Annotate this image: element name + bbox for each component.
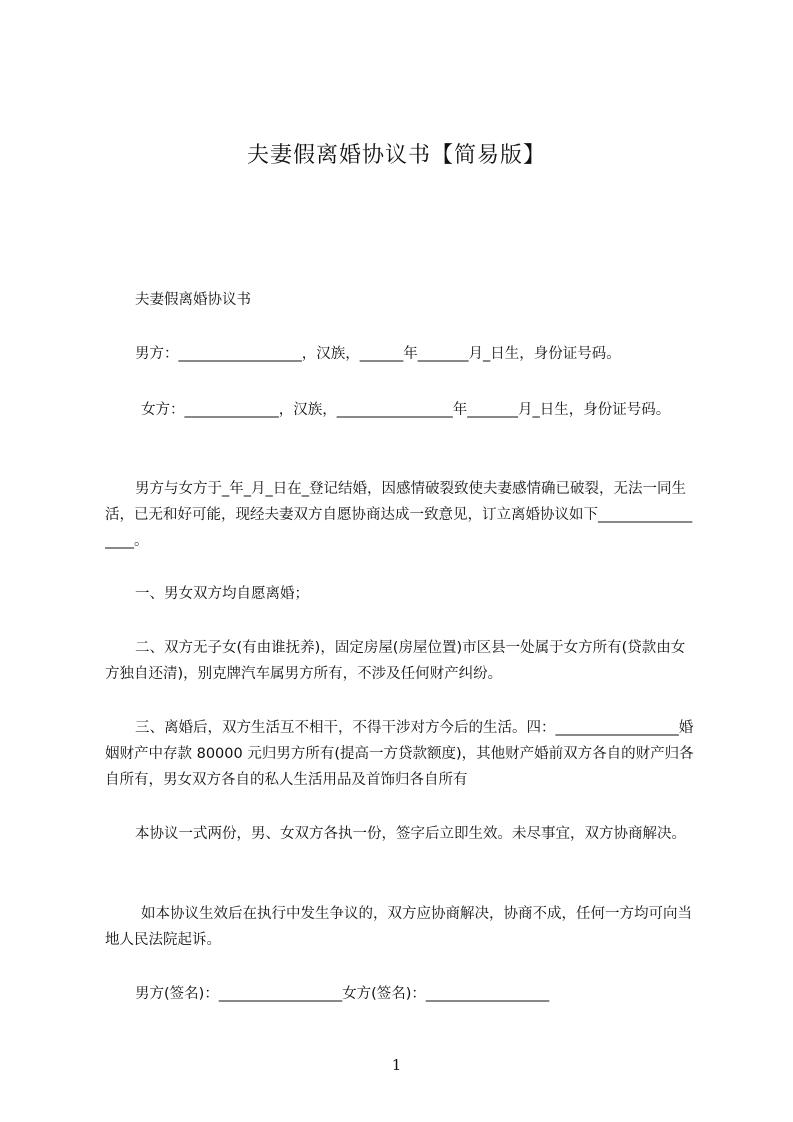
page-number: 1 [391, 1056, 402, 1074]
document-subtitle: 夫妻假离婚协议书 [135, 292, 251, 308]
paragraph-female-party: 女方：_____________，汉族，________________年_______月_日生，身份证号码。 [141, 402, 671, 418]
signature-line: 男方(签名)：_________________女方(签名)：_________________ [135, 986, 550, 1002]
clause-3-4: 三、离婚后，双方生活互不相干，不得干涉对方今后的生活。四：_________________婚姻财产中存款 80000 元归男方所有(提高一方贷款额度)，其他财产婚前双方各自的财产归各自所有，男女双方各自的私人生活用品及首饰归各自所有 [105, 720, 694, 788]
paragraph-dispute: 如本协议生效后在执行中发生争议的，双方应协商解决，协商不成，任何一方均可向当地人民法院起诉。 [105, 906, 692, 948]
paragraph-effect: 本协议一式两份，男、女双方各执一份，签字后立即生效。未尽事宜，双方协商解决。 [135, 826, 686, 842]
clause-2: 二、双方无子女(有由谁抚养)，固定房屋(房屋位置)市区县一处属于女方所有(贷款由女方独自还清)，别克牌汽车属男方所有，不涉及任何财产纠纷。 [105, 640, 686, 682]
document-title: 夫妻假离婚协议书【简易版】 [246, 143, 546, 168]
paragraph-male-party: 男方：_________________，汉族，______年_______月_日生，身份证号码。 [135, 346, 621, 362]
paragraph-marriage-statement: 男方与女方于_年_月_日在_登记结婚，因感情破裂致使夫妻感情确已破裂，无法一同生活，已无和好可能，现经夫妻双方自愿协商达成一致意见，订立离婚协议如下_________________。 [105, 481, 693, 549]
clause-1: 一、男女双方均自愿离婚； [135, 586, 309, 602]
